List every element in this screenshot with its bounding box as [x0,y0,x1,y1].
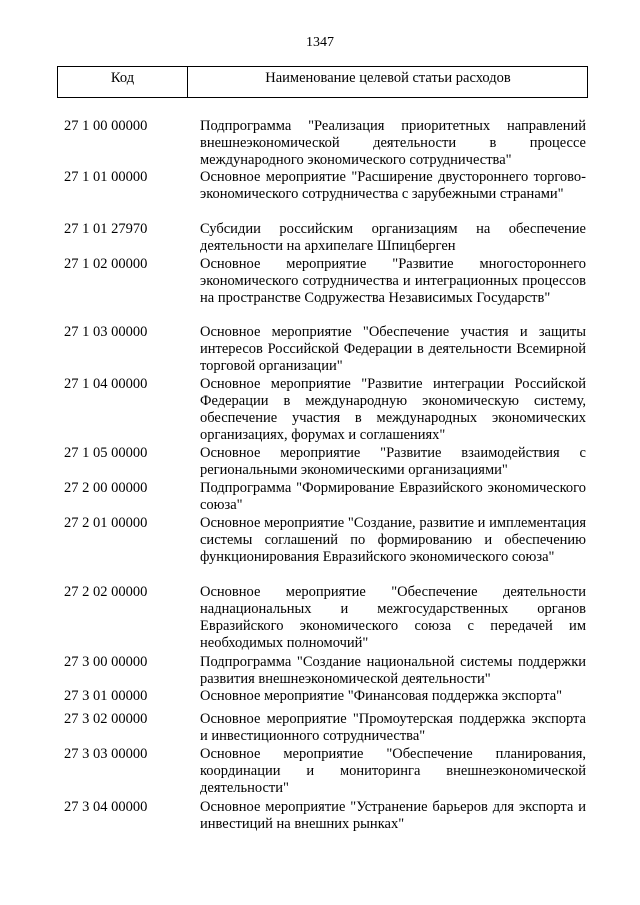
row-name: Подпрограмма "Создание национальной системы поддержки развития внешнеэкономической деятельности" [200,654,586,687]
row-name: Основное мероприятие "Промоутерская поддержка экспорта и инвестиционного сотрудничества" [200,711,586,744]
row-name: Основное мероприятие "Развитие многостороннего экономического сотрудничества и интеграционных процессов на пространстве Содружества Независимых Государств" [200,256,586,306]
row-name: Основное мероприятие "Расширение двустороннего торгово-экономического сотрудничества с зарубежными странами" [200,169,586,202]
row-code: 27 2 01 00000 [64,515,148,531]
row-name: Основное мероприятие "Финансовая поддержка экспорта" [200,688,563,704]
row-name: Основное мероприятие "Развитие интеграции Российской Федерации в международную экономическую систему, обеспечение участия в международных экономических организациях, форумах и соглашениях" [200,376,586,443]
row-code: 27 3 04 00000 [64,799,148,815]
row-code: 27 1 01 00000 [64,169,148,185]
row-code: 27 3 03 00000 [64,746,148,762]
header-name: Наименование целевой статьи расходов [265,70,511,86]
header-code: Код [58,67,188,97]
row-name: Основное мероприятие "Обеспечение планирования, координации и мониторинга внешнеэкономической деятельности" [200,746,586,796]
row-name: Основное мероприятие "Развитие взаимодействия с региональными экономическими организациями" [200,445,586,478]
row-name: Подпрограмма "Реализация приоритетных направлений внешнеэкономической деятельности в процессе международного экономического сотрудничества" [200,118,586,168]
table-header [57,66,588,98]
row-name: Основное мероприятие "Устранение барьеров для экспорта и инвестиций на внешних рынках" [200,799,586,832]
row-code: 27 1 03 00000 [64,324,148,340]
row-name: Субсидии российским организациям на обеспечение деятельности на архипелаге Шпицберген [200,221,586,254]
row-code: 27 1 02 00000 [64,256,148,272]
row-name: Подпрограмма "Формирование Евразийского экономического союза" [200,480,586,513]
row-code: 27 3 02 00000 [64,711,148,727]
row-code: 27 1 01 27970 [64,221,148,237]
row-code: 27 2 02 00000 [64,584,148,600]
row-code: 27 3 00 00000 [64,654,148,670]
row-code: 27 1 04 00000 [64,376,148,392]
page-number: 1347 [306,35,334,50]
row-code: 27 1 05 00000 [64,445,148,461]
row-name: Основное мероприятие "Создание, развитие и имплементация системы соглашений по формированию и обеспечению функционирования Евразийского экономического союза" [200,515,586,565]
row-name: Основное мероприятие "Обеспечение участия и защиты интересов Российской Федерации в деятельности Всемирной торговой организации" [200,324,586,374]
row-code: 27 1 00 00000 [64,118,148,134]
row-name: Основное мероприятие "Обеспечение деятельности наднациональных и межгосударственных органов Евразийского экономического союза с передачей им необходимых полномочий" [200,584,586,651]
row-code: 27 2 00 00000 [64,480,148,496]
row-code: 27 3 01 00000 [64,688,148,704]
